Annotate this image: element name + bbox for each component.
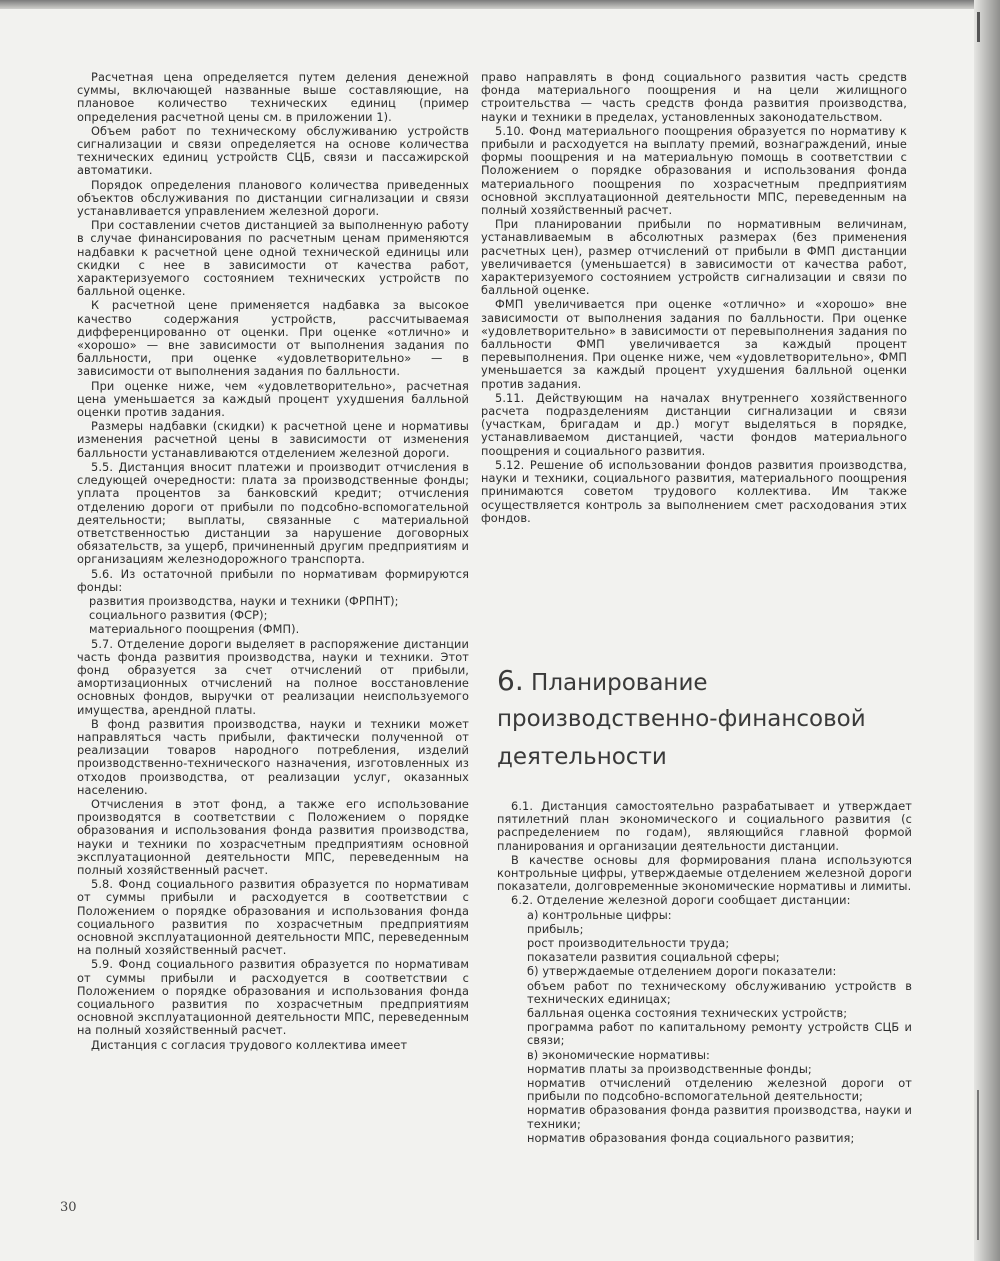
list-item: в) экономические нормативы: <box>527 1047 710 1062</box>
list-item: норматив образования фонда развития производства, науки и техники; <box>527 1103 912 1131</box>
right-column-top <box>481 71 907 526</box>
section-heading <box>497 662 897 776</box>
paragraph: При планировании прибыли по нормативным величинам, устанавливаемым в абсолютных размерах (без применения расчетных цен), размер отчислений от прибыли в ФМП дистанции увеличивается (уменьшается) в зависимости от качества работ, характеризуемого состоянием устройств сигнализации и связи по балльной оценке. <box>481 217 907 298</box>
list-item: рост производительности труда; <box>527 936 730 951</box>
paragraph: 5.5. Дистанция вносит платежи и производит отчисления в следующей очередности: плата за производственные фонды; уплата процентов за банковский кредит; отчисления отделению дороги от прибыли по подсобно-вспомогательной деятельности; выплаты, связанные с материальной ответственностью дистанции за нарушение договорных обязательств, за ущерб, причиненный другим предприятиям и организациям железнодорожного транспорта. <box>77 459 469 567</box>
paragraph: 5.6. Из остаточной прибыли по нормативам формируются фонды: <box>77 566 469 594</box>
paragraph: ФМП увеличивается при оценке «отлично» и «хорошо» вне зависимости от выполнения задания по балльности. При оценке «удовлетворительно» в зависимости от перевыполнения задания по балльности ФМП увеличивается за каждый процент перевыполнения. При оценке ниже, чем «удовлетворительно», ФМП уменьшается за каждый процент ухудшения балльной оценки против задания. <box>481 297 907 391</box>
scan-mark <box>977 1090 979 1240</box>
right-column-bottom <box>497 800 912 1146</box>
paragraph: При составлении счетов дистанцией за выполненную работу в случае финансирования по расчетным ценам применяются надбавки к расчетной цене одной технической единицы или скидки с нее в зависимости от качества работ, характеризуемого состоянием технических устройств по балльной оценке. <box>77 218 469 299</box>
section-title-line: деятельности <box>497 744 667 770</box>
list-item: а) контрольные цифры: <box>527 907 672 922</box>
list-item: объем работ по техническому обслуживанию устройств в технических единицах; <box>527 978 912 1006</box>
paragraph: право направлять в фонд социального развития часть средств фонда материального поощрения и на цели жилищного строительства — часть средств фонда развития производства, науки и техники в пределах, установленных законодательством. <box>481 70 907 124</box>
paragraph: В качестве основы для формирования плана используются контрольные цифры, утверждаемые отделением железной дороги показатели, долговременные экономические нормативы и лимиты. <box>497 852 912 894</box>
paragraph: 6.2. Отделение железной дороги сообщает дистанции: <box>511 893 851 908</box>
paragraph: Объем работ по техническому обслуживанию устройств сигнализации и связи определяется на основе количества технических единиц устройств СЦБ, связи и пассажирской автоматики. <box>77 123 469 178</box>
list-item: прибыль; <box>527 921 584 936</box>
paragraph: Размеры надбавки (скидки) к расчетной цене и нормативы изменения расчетной цены в зависимости от изменения балльности устанавливаются отделением железной дороги. <box>77 419 469 460</box>
paragraph: 5.12. Решение об использовании фондов развития производства, науки и техники, социального развития, материального поощрения принимаются советом трудового коллектива. Им также осуществляется контроль за выполнением смет расходования этих фондов. <box>481 457 907 525</box>
paragraph: 5.10. Фонд материального поощрения образуется по нормативу к прибыли и расходуется на выплату премий, вознаграждений, иные формы поощрения и на материальную помощь в соответствии с Положением о порядке образования и использования фонда материального поощрения по хозрасчетным предприятиям основной эксплуатационной деятельности МПС, переведенным на полный хозяйственный расчет. <box>481 123 907 218</box>
section-title-line: Планирование <box>531 670 708 696</box>
paragraph: 6.1. Дистанция самостоятельно разрабатывает и утверждает пятилетний план экономического и социального развития (с распределением по годам), являющийся главной формой планирования и организации деятельности дистанции. <box>497 799 912 853</box>
section-number: 6. <box>497 664 524 697</box>
list-item: показатели развития социальной сферы; <box>527 950 780 965</box>
list-item: норматив образования фонда социального развития; <box>527 1130 855 1145</box>
paragraph: 5.9. Фонд социального развития образуется по нормативам от суммы прибыли и расходуется в соответствии с Положением о порядке образования и использования фонда социального развития по хозрасчетным предприятиям основной эксплуатационной деятельности МПС, переведенным на полный хозяйственный расчет. <box>77 957 469 1038</box>
paragraph: Отчисления в этот фонд, а также его использование производятся в соответствии с Положением о порядке образования и использования фонда развития производства, науки и техники по хозрасчетным предприятиям основной эксплуатационной деятельности МПС, переведенным на полный хозяйственный расчет. <box>77 796 469 877</box>
left-column <box>77 71 469 1053</box>
scan-edge-top <box>0 0 1000 9</box>
page-number: 30 <box>60 1200 77 1215</box>
list-item: развития производства, науки и техники (ФРПНТ); <box>89 593 399 608</box>
list-item: норматив платы за производственные фонды; <box>527 1061 812 1076</box>
paragraph: Порядок определения планового количества приведенных объектов обслуживания по дистанции сигнализации и связи устанавливается управлением железной дороги. <box>77 177 469 219</box>
list-item: б) утверждаемые отделением дороги показатели: <box>527 964 837 979</box>
list-item: социального развития (ФСР); <box>89 608 268 623</box>
paragraph: 5.8. Фонд социального развития образуется по нормативам от суммы прибыли и расходуется в соответствии с Положением о порядке образования и использования фонда социального развития по хозрасчетным предприятиям основной эксплуатационной деятельности МПС, переведенным на полный хозяйственный расчет. <box>77 877 469 958</box>
list-item: балльная оценка состояния технических устройств; <box>527 1006 848 1021</box>
list-item: норматив отчислений отделению железной дороги от прибыли по подсобно-вспомогательной деятельности; <box>527 1076 912 1104</box>
scan-edge-right <box>974 0 1000 1261</box>
paragraph: Расчетная цена определяется путем деления денежной суммы, включающей названные выше составляющие, на плановое количество технических единиц (пример определения расчетной цены см. в приложении 1). <box>77 70 469 124</box>
paragraph: Дистанция с согласия трудового коллектива имеет <box>91 1037 408 1052</box>
scan-mark <box>977 12 980 42</box>
list-item: программа работ по капитальному ремонту устройств СЦБ и связи; <box>527 1020 912 1048</box>
list-item: материального поощрения (ФМП). <box>89 622 300 637</box>
paragraph: В фонд развития производства, науки и техники может направляться часть прибыли, фактически полученной от реализации товаров народного потребления, изделий производственно-технического назначения, изготовленных из отходов производства, от реализации услуг, оказанных населению. <box>77 716 469 797</box>
paragraph: 5.7. Отделение дороги выделяет в распоряжение дистанции часть фонда развития производства, науки и техники. Этот фонд образуется за счет отчислений от прибыли, амортизационных отчислений на полное восстановление основных фондов, выручки от реализации неиспользуемого имущества, арендной платы. <box>77 636 469 717</box>
list <box>497 909 912 1145</box>
paragraph: 5.11. Действующим на началах внутреннего хозяйственного расчета подразделениям дистанции сигнализации и связи (участкам, бригадам и др.) могут выделяться в порядке, устанавливаемом дистанцией, части фондов материального поощрения и социального развития. <box>481 390 907 458</box>
paragraph: К расчетной цене применяется надбавка за высокое качество содержания устройств, рассчитываемая дифференцированно от оценки. При оценке «отлично» и «хорошо» — вне зависимости от выполнения задания по балльности, при оценке «удовлетворительно» — в зависимости от выполнения задания по балльности. <box>77 298 469 379</box>
paragraph: При оценке ниже, чем «удовлетворительно», расчетная цена уменьшается за каждый процент ухудшения балльной оценки против задания. <box>77 378 469 420</box>
section-title-line: производственно-финансовой <box>497 706 866 732</box>
